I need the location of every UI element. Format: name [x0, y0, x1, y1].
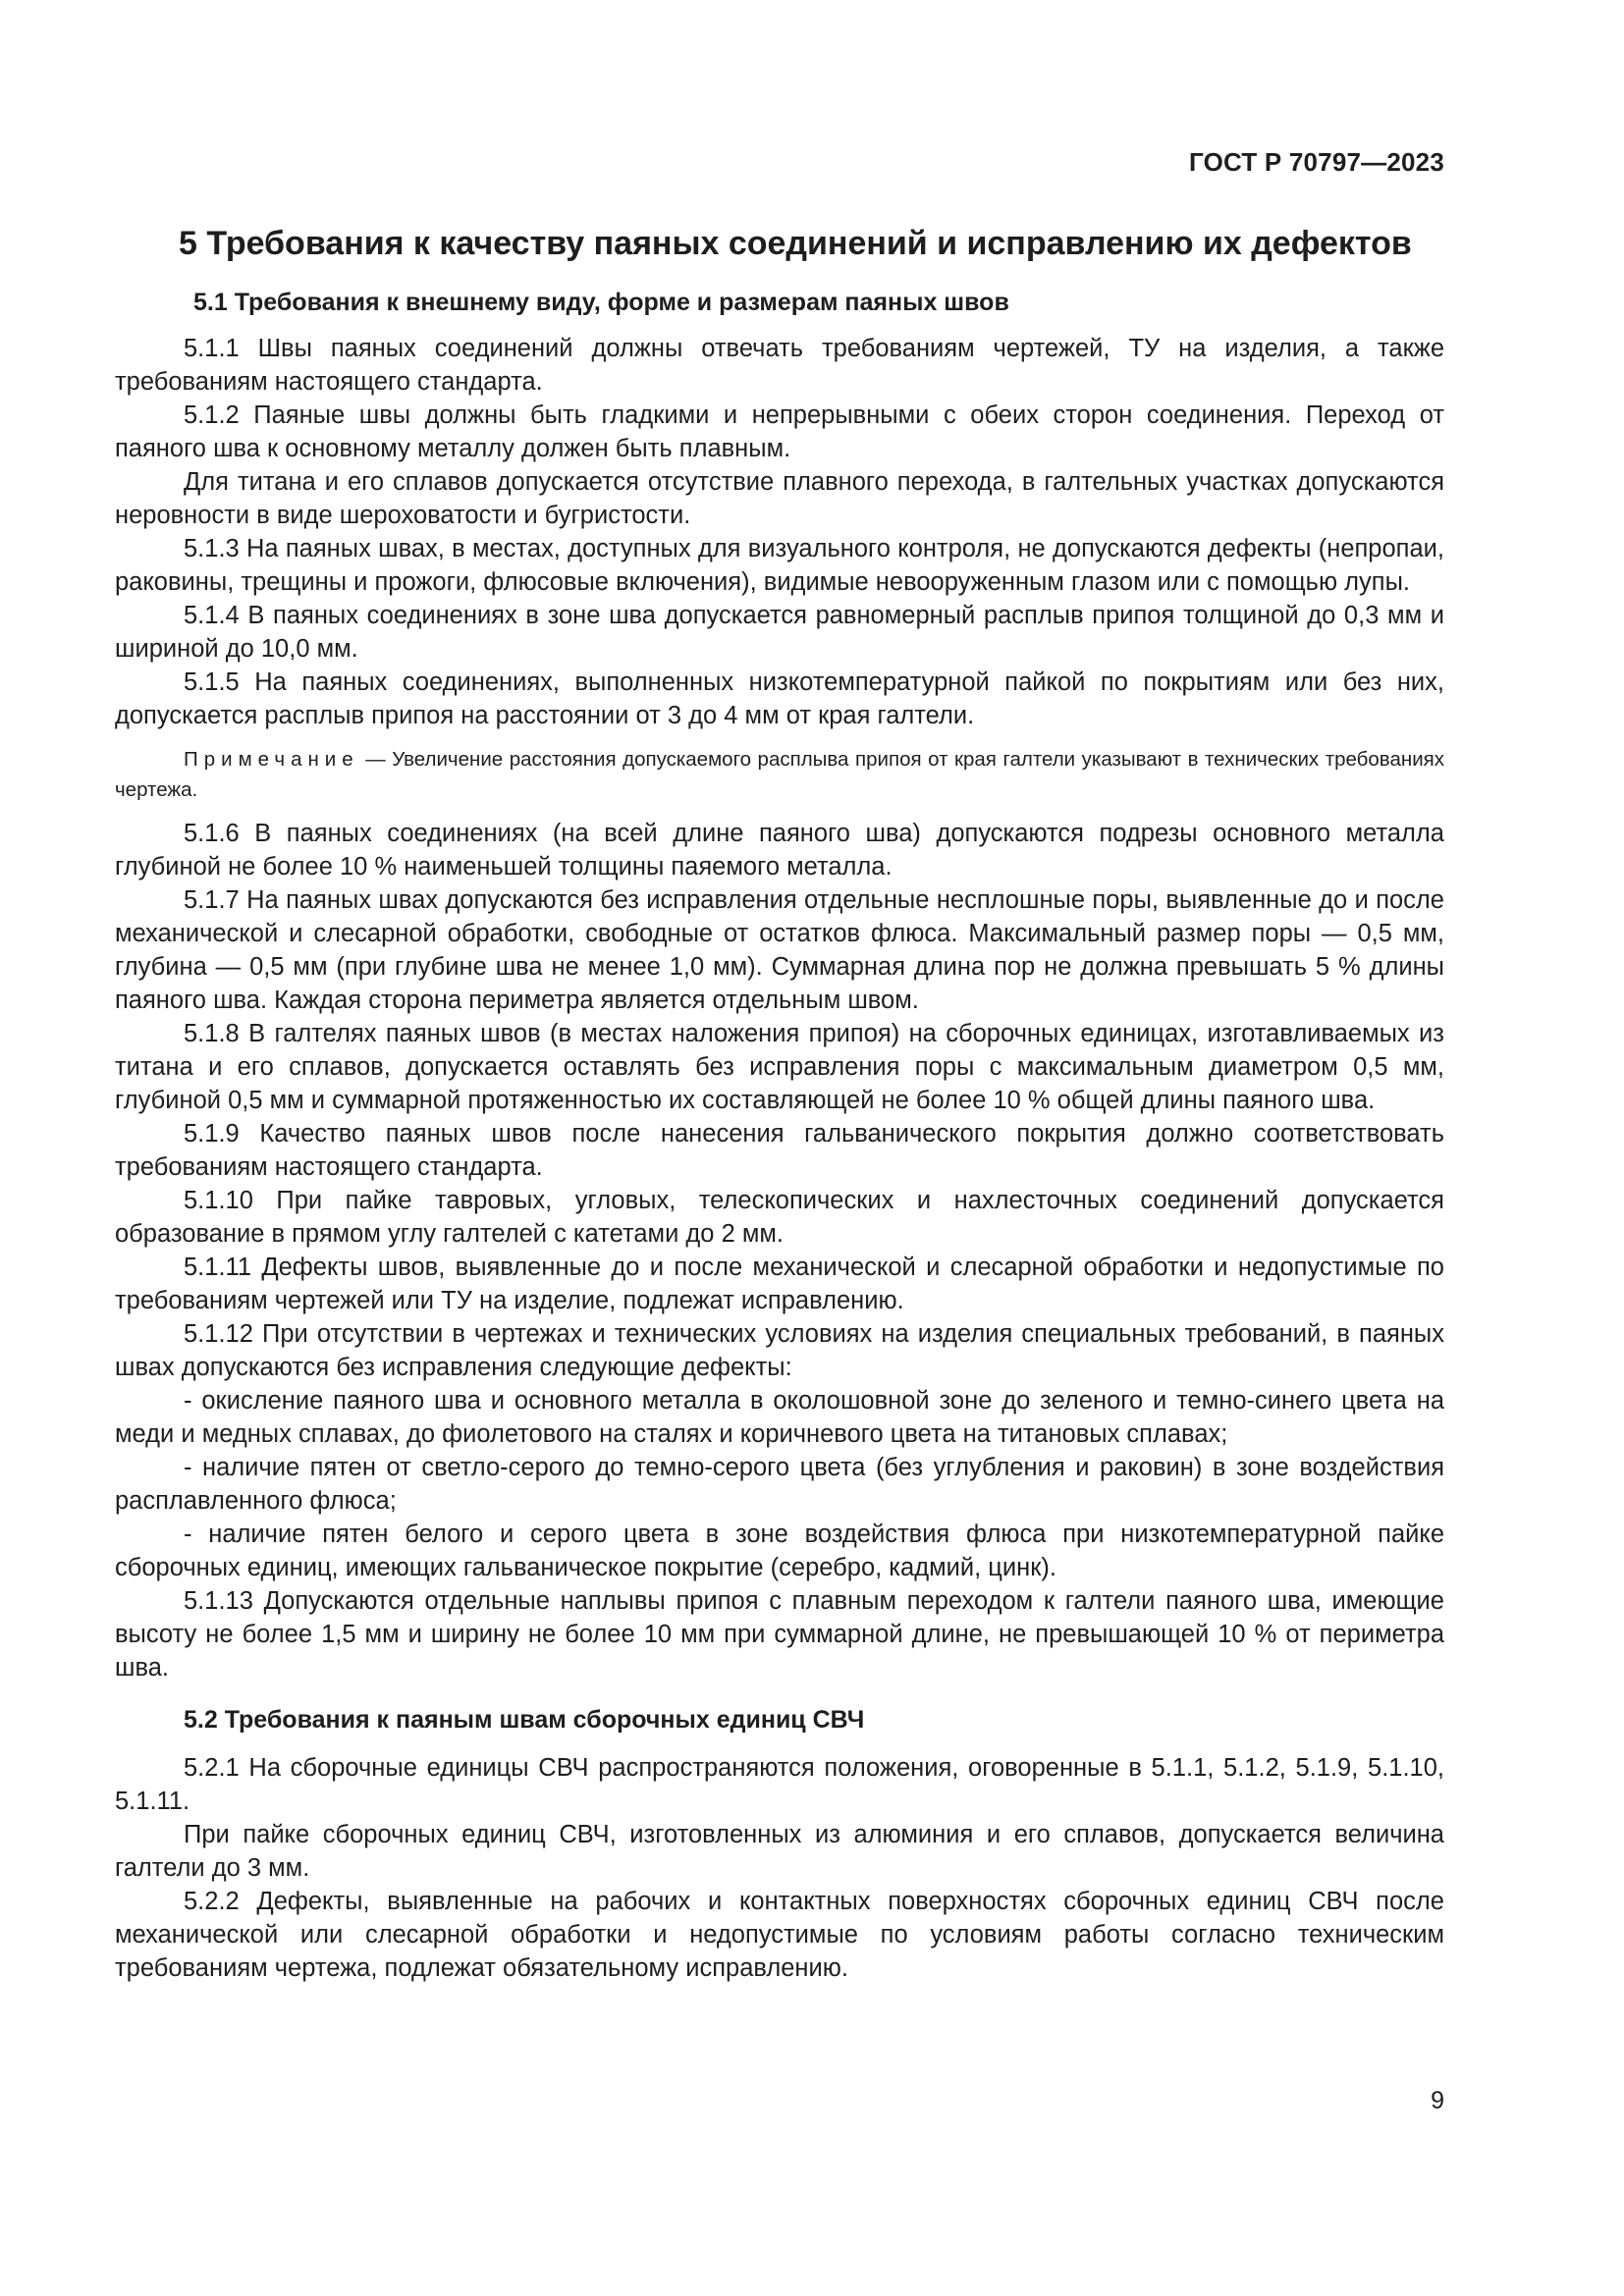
page-number: 9: [1431, 2087, 1444, 2114]
paragraph-5-1-7: 5.1.7 На паяных швах допускаются без исправления отдельные несплошные поры, выявленные до и после механической и слесарной обработки, свободные от остатков флюса. Максимальный размер поры — 0,5 мм, глубина — 0,5 мм (при глубине шва не менее 1,0 мм). Суммарная длина пор не должна превышать 5 % длины паяного шва. Каждая сторона периметра является отдельным швом.: [115, 886, 1444, 1014]
section-5-2-title: 5.2 Требования к паяным швам сборочных единиц СВЧ: [184, 1706, 865, 1734]
list-item-oxidation: - окисление паяного шва и основного металла в околошовной зоне до зеленого и темно-синего цвета на меди и медных сплавах, до фиолетового на сталях и коричневого цвета на титановых сплавах;: [115, 1387, 1444, 1448]
paragraph-5-2-1: 5.2.1 На сборочные единицы СВЧ распространяются положения, оговоренные в 5.1.1, 5.1.2, 5.1.9, 5.1.10, 5.1.11.: [115, 1754, 1444, 1815]
paragraph-5-1-5: 5.1.5 На паяных соединениях, выполненных низкотемпературной пайкой по покрытиям или без них, допускается расплыв припоя на расстоянии от 3 до 4 мм от края галтели.: [115, 668, 1444, 729]
section-5-title: 5 Требования к качеству паяных соединений и исправлению их дефектов: [179, 225, 1412, 262]
section-5-1-title: 5.1 Требования к внешнему виду, форме и размерам паяных швов: [193, 289, 1009, 316]
paragraph-5-1-6: 5.1.6 В паяных соединениях (на всей длине паяного шва) допускаются подрезы основного металла глубиной не более 10 % наименьшей толщины паяемого металла.: [115, 820, 1444, 881]
paragraph-5-1-13: 5.1.13 Допускаются отдельные наплывы припоя с плавным переходом к галтели паяного шва, имеющие высоту не более 1,5 мм и ширину не более 10 мм при суммарной длине, не превышающей 10 % от периметра шва.: [115, 1587, 1444, 1682]
page-content: [115, 222, 1444, 1985]
paragraph-5-1-10: 5.1.10 При пайке тавровых, угловых, телескопических и нахлесточных соединений допускается образование в прямом углу галтелей с катетами до 2 мм.: [115, 1187, 1444, 1248]
note-label: Примечание: [184, 748, 359, 771]
paragraph-titanium: Для титана и его сплавов допускается отсутствие плавного перехода, в галтельных участках допускаются неровности в виде шероховатости и бугристости.: [115, 468, 1444, 529]
note-text: — Увеличение расстояния допускаемого расплыва припоя от края галтели указывают в технических требованиях чертежа.: [115, 748, 1444, 801]
list-item-grey-spots: - наличие пятен от светло-серого до темно-серого цвета (без углубления и раковин) в зоне воздействия расплавленного флюса;: [115, 1454, 1444, 1515]
paragraph-5-1-12: 5.1.12 При отсутствии в чертежах и технических условиях на изделия специальных требований, в паяных швах допускаются без исправления следующие дефекты:: [115, 1320, 1444, 1381]
paragraph-5-1-4: 5.1.4 В паяных соединениях в зоне шва допускается равномерный расплыв припоя толщиной до 0,3 мм и шириной до 10,0 мм.: [115, 602, 1444, 663]
note: [115, 744, 1444, 805]
paragraph-5-1-3: 5.1.3 На паяных швах, в местах, доступных для визуального контроля, не допускаются дефекты (непропаи, раковины, трещины и прожоги, флюсовые включения), видимые невооруженным глазом или с помощью лупы.: [115, 535, 1444, 596]
list-item-white-spots: - наличие пятен белого и серого цвета в зоне воздействия флюса при низкотемпературной пайке сборочных единиц, имеющих гальваническое покрытие (серебро, кадмий, цинк).: [115, 1521, 1444, 1581]
paragraph-5-1-8: 5.1.8 В галтелях паяных швов (в местах наложения припоя) на сборочных единицах, изготавливаемых из титана и его сплавов, допускается оставлять без исправления поры с максимальным диаметром 0,5 мм, глубиной 0,5 мм и суммарной протяженностью их составляющей не более 10 % общей длины паяного шва.: [115, 1020, 1444, 1114]
paragraph-aluminium: При пайке сборочных единиц СВЧ, изготовленных из алюминия и его сплавов, допускается величина галтели до 3 мм.: [115, 1821, 1444, 1882]
paragraph-5-1-2: 5.1.2 Паяные швы должны быть гладкими и непрерывными с обеих сторон соединения. Переход от паяного шва к основному металлу должен быть плавным.: [115, 401, 1444, 462]
document-id: ГОСТ Р 70797—2023: [1189, 147, 1444, 177]
paragraph-5-1-1: 5.1.1 Швы паяных соединений должны отвечать требованиям чертежей, ТУ на изделия, а также требованиям настоящего стандарта.: [115, 335, 1444, 396]
paragraph-5-2-2: 5.2.2 Дефекты, выявленные на рабочих и контактных поверхностях сборочных единиц СВЧ после механической или слесарной обработки и недопустимые по условиям работы согласно техническим требованиям чертежа, подлежат обязательному исправлению.: [115, 1888, 1444, 1982]
paragraph-5-1-9: 5.1.9 Качество паяных швов после нанесения гальванического покрытия должно соответствовать требованиям настоящего стандарта.: [115, 1120, 1444, 1181]
paragraph-5-1-11: 5.1.11 Дефекты швов, выявленные до и после механической и слесарной обработки и недопустимые по требованиям чертежей или ТУ на изделие, подлежат исправлению.: [115, 1254, 1444, 1314]
